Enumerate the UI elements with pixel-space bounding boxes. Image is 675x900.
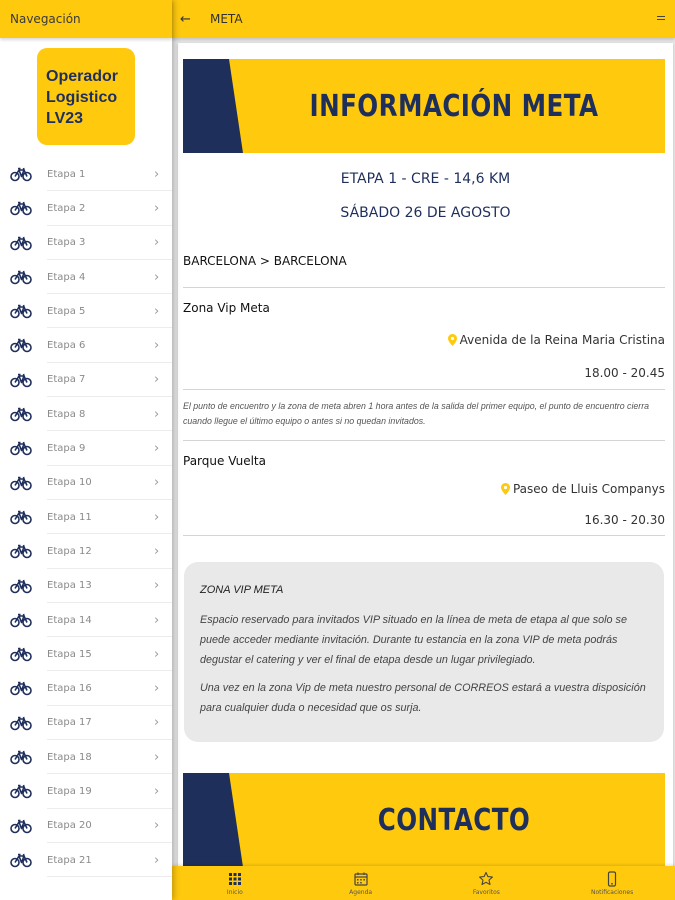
chevron-right-icon: › bbox=[154, 372, 160, 388]
sidebar-item-etapa[interactable] bbox=[0, 569, 172, 603]
zone-hours-parque: 16.30 - 20.30 bbox=[584, 513, 665, 527]
sidebar-item-etapa[interactable] bbox=[0, 671, 172, 705]
sidebar-item-etapa[interactable] bbox=[0, 260, 172, 294]
divider bbox=[183, 535, 665, 536]
bicycle-icon bbox=[10, 303, 32, 319]
sidebar-item-label: Etapa 11 bbox=[47, 511, 92, 523]
main-content[interactable] bbox=[172, 38, 675, 866]
sidebar-item-etapa[interactable] bbox=[0, 637, 172, 671]
phone-icon bbox=[604, 871, 620, 887]
navigation-drawer bbox=[0, 0, 172, 900]
page-title: META bbox=[210, 12, 243, 26]
star-icon bbox=[478, 871, 494, 887]
sidebar-item-etapa[interactable] bbox=[0, 157, 172, 191]
bicycle-icon bbox=[10, 680, 32, 696]
bicycle-icon bbox=[10, 235, 32, 251]
bicycle-icon bbox=[10, 646, 32, 662]
zone-location-parque[interactable] bbox=[501, 482, 665, 496]
date-line: SÁBADO 26 DE AGOSTO bbox=[340, 205, 511, 221]
sidebar-item-label: Etapa 19 bbox=[47, 785, 92, 797]
grid-icon bbox=[227, 871, 243, 887]
chevron-right-icon: › bbox=[154, 406, 160, 422]
location-pin-icon bbox=[448, 334, 457, 346]
bicycle-icon bbox=[10, 372, 32, 388]
sidebar-item-label: Etapa 1 bbox=[47, 168, 86, 180]
sidebar-item-label: Etapa 20 bbox=[47, 820, 92, 832]
chevron-right-icon: › bbox=[154, 235, 160, 251]
sidebar-item-etapa[interactable] bbox=[0, 328, 172, 362]
sidebar-item-label: Etapa 16 bbox=[47, 683, 92, 695]
sidebar-item-label: Etapa 10 bbox=[47, 477, 92, 489]
bicycle-icon bbox=[10, 612, 32, 628]
menu-icon[interactable] bbox=[657, 16, 665, 22]
sidebar-item-etapa[interactable] bbox=[0, 740, 172, 774]
bicycle-icon bbox=[10, 200, 32, 216]
bicycle-icon bbox=[10, 337, 32, 353]
sidebar-item-label: Etapa 8 bbox=[47, 408, 86, 420]
nav-label: Favoritos bbox=[472, 889, 500, 896]
zone-location-vip[interactable] bbox=[448, 333, 665, 347]
sidebar-item-label: Etapa 9 bbox=[47, 443, 86, 455]
location-pin-icon bbox=[501, 483, 510, 495]
zone-note: El punto de encuentro y la zona de meta abren 1 hora antes de la salida del primer equipo, el punto de encuentro cierra cuando llegue el último equipo o antes si no quedan invitados. bbox=[183, 401, 650, 426]
bicycle-icon bbox=[10, 783, 32, 799]
drawer-header: Navegación bbox=[0, 0, 172, 38]
chevron-right-icon: › bbox=[154, 852, 160, 868]
divider bbox=[183, 287, 665, 288]
chevron-right-icon: › bbox=[154, 200, 160, 216]
info-box-title: ZONA VIP META bbox=[200, 584, 284, 596]
divider bbox=[183, 389, 665, 390]
nav-label: Notificaciones bbox=[591, 889, 634, 896]
stage-line: ETAPA 1 - CRE - 14,6 KM bbox=[340, 171, 511, 187]
location-text: Avenida de la Reina Maria Cristina bbox=[459, 333, 665, 347]
zone-title-vip: Zona Vip Meta bbox=[183, 301, 270, 315]
banner-navy-stripe bbox=[183, 59, 243, 153]
sidebar-item-etapa[interactable] bbox=[0, 774, 172, 808]
location-text: Paseo de Lluis Companys bbox=[512, 482, 665, 496]
contact-banner bbox=[183, 773, 665, 866]
info-box-paragraph: Espacio reservado para invitados VIP situado en la línea de meta de etapa al que solo se puede acceder mediante invitación. Durante tu estancia en la zona VIP de meta podrás degustar el catering y ver el final de etapa desde un lugar privilegiado. bbox=[200, 614, 627, 666]
top-bar bbox=[172, 0, 675, 38]
sidebar-item-etapa[interactable] bbox=[0, 397, 172, 431]
sidebar-item-label: Etapa 5 bbox=[47, 305, 86, 317]
banner-navy-stripe bbox=[183, 773, 243, 866]
chevron-right-icon: › bbox=[154, 166, 160, 182]
info-banner bbox=[183, 59, 665, 153]
bicycle-icon bbox=[10, 269, 32, 285]
sidebar-item-etapa[interactable] bbox=[0, 363, 172, 397]
chevron-right-icon: › bbox=[154, 441, 160, 457]
chevron-right-icon: › bbox=[154, 475, 160, 491]
banner-title: INFORMACIÓN META bbox=[309, 88, 599, 124]
chevron-right-icon: › bbox=[154, 578, 160, 594]
bottom-navigation bbox=[172, 866, 675, 900]
chevron-right-icon: › bbox=[154, 509, 160, 525]
bicycle-icon bbox=[10, 578, 32, 594]
sidebar-item-label: Etapa 2 bbox=[47, 202, 86, 214]
logo-line-2: Logistico bbox=[46, 89, 118, 106]
sidebar-item-label: Etapa 3 bbox=[47, 237, 86, 249]
logo-line-1: Operador bbox=[46, 68, 119, 85]
sidebar-item-etapa[interactable] bbox=[0, 500, 172, 534]
chevron-right-icon: › bbox=[154, 715, 160, 731]
bicycle-icon bbox=[10, 509, 32, 525]
sidebar-item-etapa[interactable] bbox=[0, 843, 172, 877]
divider bbox=[183, 440, 665, 441]
arrow-left-icon[interactable]: ← bbox=[180, 11, 191, 27]
bicycle-icon bbox=[10, 543, 32, 559]
chevron-right-icon: › bbox=[154, 543, 160, 559]
sidebar-item-label: Etapa 6 bbox=[47, 340, 86, 352]
zone-hours-vip: 18.00 - 20.45 bbox=[584, 366, 665, 380]
sidebar-item-etapa[interactable] bbox=[0, 603, 172, 637]
sidebar-item-label: Etapa 21 bbox=[47, 854, 92, 866]
bicycle-icon bbox=[10, 475, 32, 491]
stage-list bbox=[0, 157, 172, 877]
chevron-right-icon: › bbox=[154, 646, 160, 662]
chevron-right-icon: › bbox=[154, 612, 160, 628]
sidebar-item-label: Etapa 12 bbox=[47, 545, 92, 557]
nav-inicio[interactable] bbox=[172, 866, 298, 900]
sidebar-item-label: Etapa 15 bbox=[47, 648, 92, 660]
bicycle-icon bbox=[10, 749, 32, 765]
nav-label: Agenda bbox=[349, 889, 373, 896]
chevron-right-icon: › bbox=[154, 749, 160, 765]
sidebar-item-etapa[interactable] bbox=[0, 431, 172, 465]
sidebar-item-label: Etapa 17 bbox=[47, 717, 92, 729]
sidebar-item-etapa[interactable] bbox=[0, 809, 172, 843]
route-label: BARCELONA > BARCELONA bbox=[183, 254, 347, 268]
sidebar-item-label: Etapa 4 bbox=[47, 271, 86, 283]
chevron-right-icon: › bbox=[154, 303, 160, 319]
nav-favoritos[interactable] bbox=[424, 866, 550, 900]
nav-notificaciones[interactable] bbox=[549, 866, 675, 900]
info-box-paragraph: Una vez en la zona Vip de meta nuestro personal de CORREOS estará a vuestra disposición para cualquier duda o necesidad que os surja. bbox=[200, 682, 646, 714]
sidebar-item-etapa[interactable] bbox=[0, 534, 172, 568]
divider bbox=[47, 876, 172, 877]
nav-agenda[interactable] bbox=[298, 866, 424, 900]
info-box bbox=[184, 562, 664, 742]
sidebar-item-label: Etapa 13 bbox=[47, 580, 92, 592]
sidebar-item-label: Etapa 18 bbox=[47, 751, 92, 763]
sidebar-item-label: Etapa 7 bbox=[47, 374, 86, 386]
logo-line-3: LV23 bbox=[46, 110, 84, 127]
chevron-right-icon: › bbox=[154, 269, 160, 285]
chevron-right-icon: › bbox=[154, 818, 160, 834]
nav-label: Inicio bbox=[226, 889, 243, 896]
bicycle-icon bbox=[10, 166, 32, 182]
sidebar-item-etapa[interactable] bbox=[0, 706, 172, 740]
chevron-right-icon: › bbox=[154, 338, 160, 354]
bicycle-icon bbox=[10, 440, 32, 456]
sidebar-item-etapa[interactable] bbox=[0, 226, 172, 260]
app-logo bbox=[37, 48, 135, 145]
content-card bbox=[178, 43, 673, 866]
sidebar-item-etapa[interactable] bbox=[0, 466, 172, 500]
bicycle-icon bbox=[10, 818, 32, 834]
calendar-icon bbox=[353, 871, 369, 887]
contact-banner-title: CONTACTO bbox=[377, 802, 531, 838]
chevron-right-icon: › bbox=[154, 681, 160, 697]
sidebar-item-label: Etapa 14 bbox=[47, 614, 92, 626]
bicycle-icon bbox=[10, 852, 32, 868]
chevron-right-icon: › bbox=[154, 783, 160, 799]
zone-title-parque: Parque Vuelta bbox=[183, 454, 266, 468]
sidebar-item-etapa[interactable] bbox=[0, 294, 172, 328]
bicycle-icon bbox=[10, 406, 32, 422]
sidebar-item-etapa[interactable] bbox=[0, 191, 172, 225]
bicycle-icon bbox=[10, 715, 32, 731]
